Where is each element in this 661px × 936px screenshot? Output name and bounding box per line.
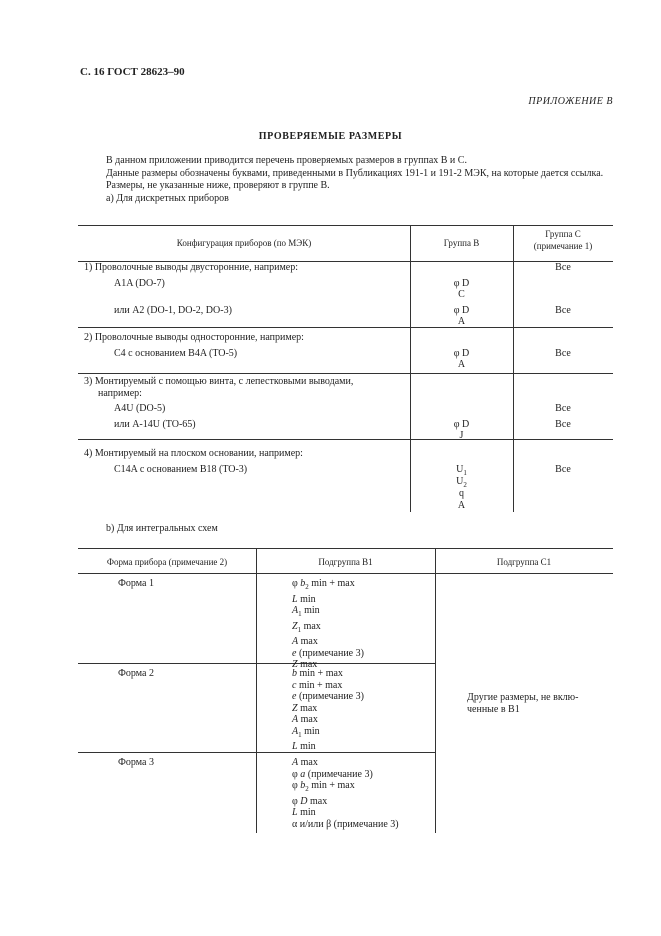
f1-dimension-item: e (примечание 3): [292, 647, 364, 659]
header-form: Форма прибора (примечание 2): [106, 557, 228, 567]
header-subgroup-c1: Подгруппа С1: [496, 557, 552, 567]
f3-dimension-item: α и/или β (примечание 3): [292, 818, 399, 830]
row4-title: 4) Монтируемый на плоском основании, например:: [84, 448, 303, 459]
row1-title: 1) Проволочные выводы двусторонние, например:: [84, 262, 298, 273]
f3-dimension-item: φ $b_2$ min + max: [292, 780, 355, 793]
intro-p4: а) Для дискретных приборов: [106, 192, 229, 204]
f3-dimension-item: φ D max: [292, 795, 328, 807]
f2-dimension-item: c min + max: [292, 679, 343, 691]
row3-groupc-2: Все: [555, 419, 571, 430]
form-2-label: Форма 2: [118, 668, 154, 679]
f2-dimension-item: L min: [292, 741, 316, 752]
header-configuration: Конфигурация приборов (по МЭК): [176, 238, 312, 248]
row3-groupc-1: Все: [555, 403, 571, 414]
row1-groupb-a2: C: [458, 289, 465, 300]
c1-line-1: Другие размеры, не вклю-: [467, 692, 579, 703]
f1-dimension-item: $Z_1$ max: [292, 620, 321, 634]
row2-example-a: C4 с основанием B4A (TO-5): [114, 348, 238, 359]
intro-p3: Размеры, не указанные ниже, проверяют в группе В.: [106, 180, 330, 191]
part-b-heading: b) Для интегральных схем: [106, 523, 218, 534]
intro-p1: В данном приложении приводится перечень проверяемых размеров в группах В и С.: [106, 155, 467, 166]
f1-dimension-item: Z max: [292, 659, 318, 670]
f3-dimension-item: A max: [292, 757, 318, 768]
f2-dimension-item: b min + max: [292, 668, 343, 679]
f2-dimension-item: $A_1$ min: [292, 725, 320, 739]
f1-dimension-item: L min: [292, 593, 316, 605]
appendix-label: ПРИЛОЖЕНИЕ В: [528, 96, 613, 107]
row4-groupb-1: $U_1$: [456, 464, 467, 477]
row3-groupb-1: φ D: [453, 419, 470, 430]
f3-dimension-item: L min: [292, 807, 316, 818]
integrated-circuits-table: [78, 548, 613, 833]
row2-groupb-2: A: [457, 359, 466, 370]
section-title: ПРОВЕРЯЕМЫЕ РАЗМЕРЫ: [258, 131, 403, 142]
row4-groupb-4: A: [457, 500, 466, 511]
row1-example-b: или A2 (DO-1, DO-2, DO-3): [114, 305, 232, 316]
form-3-dimensions: [292, 757, 399, 830]
header-group-c-note: (примечание 1): [533, 241, 593, 251]
row3-title-2: например:: [98, 388, 142, 399]
header-subgroup-b1: Подгруппа В1: [318, 557, 373, 567]
row4-example-a: C14A с основанием B18 (TO-3): [114, 464, 248, 475]
form-1-dimensions: [292, 578, 364, 671]
form-2-dimensions: [292, 668, 364, 753]
row2-title: 2) Проволочные выводы односторонние, например:: [84, 332, 304, 343]
header-group-b: Группа В: [443, 238, 480, 248]
f3-dimension-item: φ a (примечание 3): [292, 768, 373, 780]
intro-p2: Данные размеры обозначены буквами, приведенными в Публикациях 191-1 и 191-2 МЭК, на которые дается ссылка.: [106, 167, 604, 179]
f2-dimension-item: Z max: [292, 702, 318, 714]
discrete-devices-table: [78, 225, 613, 512]
row3-example-a: A4U (DO-5): [114, 403, 166, 414]
page-header: С. 16 ГОСТ 28623–90: [80, 66, 185, 78]
row1-groupb-b2: A: [457, 316, 466, 327]
row3-groupb-2: J: [459, 430, 464, 441]
f1-dimension-item: A max: [292, 636, 318, 647]
row4-groupb-3: q: [459, 488, 464, 499]
c1-line-2: ченные в В1: [467, 704, 520, 715]
row1-groupc-1: Все: [555, 262, 571, 273]
row1-groupb-b1: φ D: [453, 305, 470, 316]
row4-groupc: Все: [555, 464, 571, 475]
intro-text: [80, 155, 612, 205]
form-1-label: Форма 1: [118, 578, 154, 589]
row1-groupb-a1: φ D: [453, 278, 470, 289]
f2-dimension-item: A max: [292, 714, 318, 725]
row3-title-1: 3) Монтируемый с помощью винта, с лепестковыми выводами,: [84, 376, 354, 387]
row2-groupc: Все: [555, 348, 571, 359]
row3-example-b: или A-14U (TO-65): [114, 419, 196, 430]
header-group-c: Группа С: [545, 229, 581, 239]
f1-dimension-item: φ $b_2$ min + max: [292, 578, 355, 591]
row1-groupc-2: Все: [555, 305, 571, 316]
row1-example-a: A1A (DO-7): [114, 278, 165, 289]
row4-groupb-2: $U_2$: [456, 476, 467, 489]
f2-dimension-item: e (примечание 3): [292, 691, 364, 702]
f1-dimension-item: $A_1$ min: [292, 605, 320, 618]
form-3-label: Форма 3: [118, 757, 154, 768]
row2-groupb-1: φ D: [453, 348, 470, 359]
